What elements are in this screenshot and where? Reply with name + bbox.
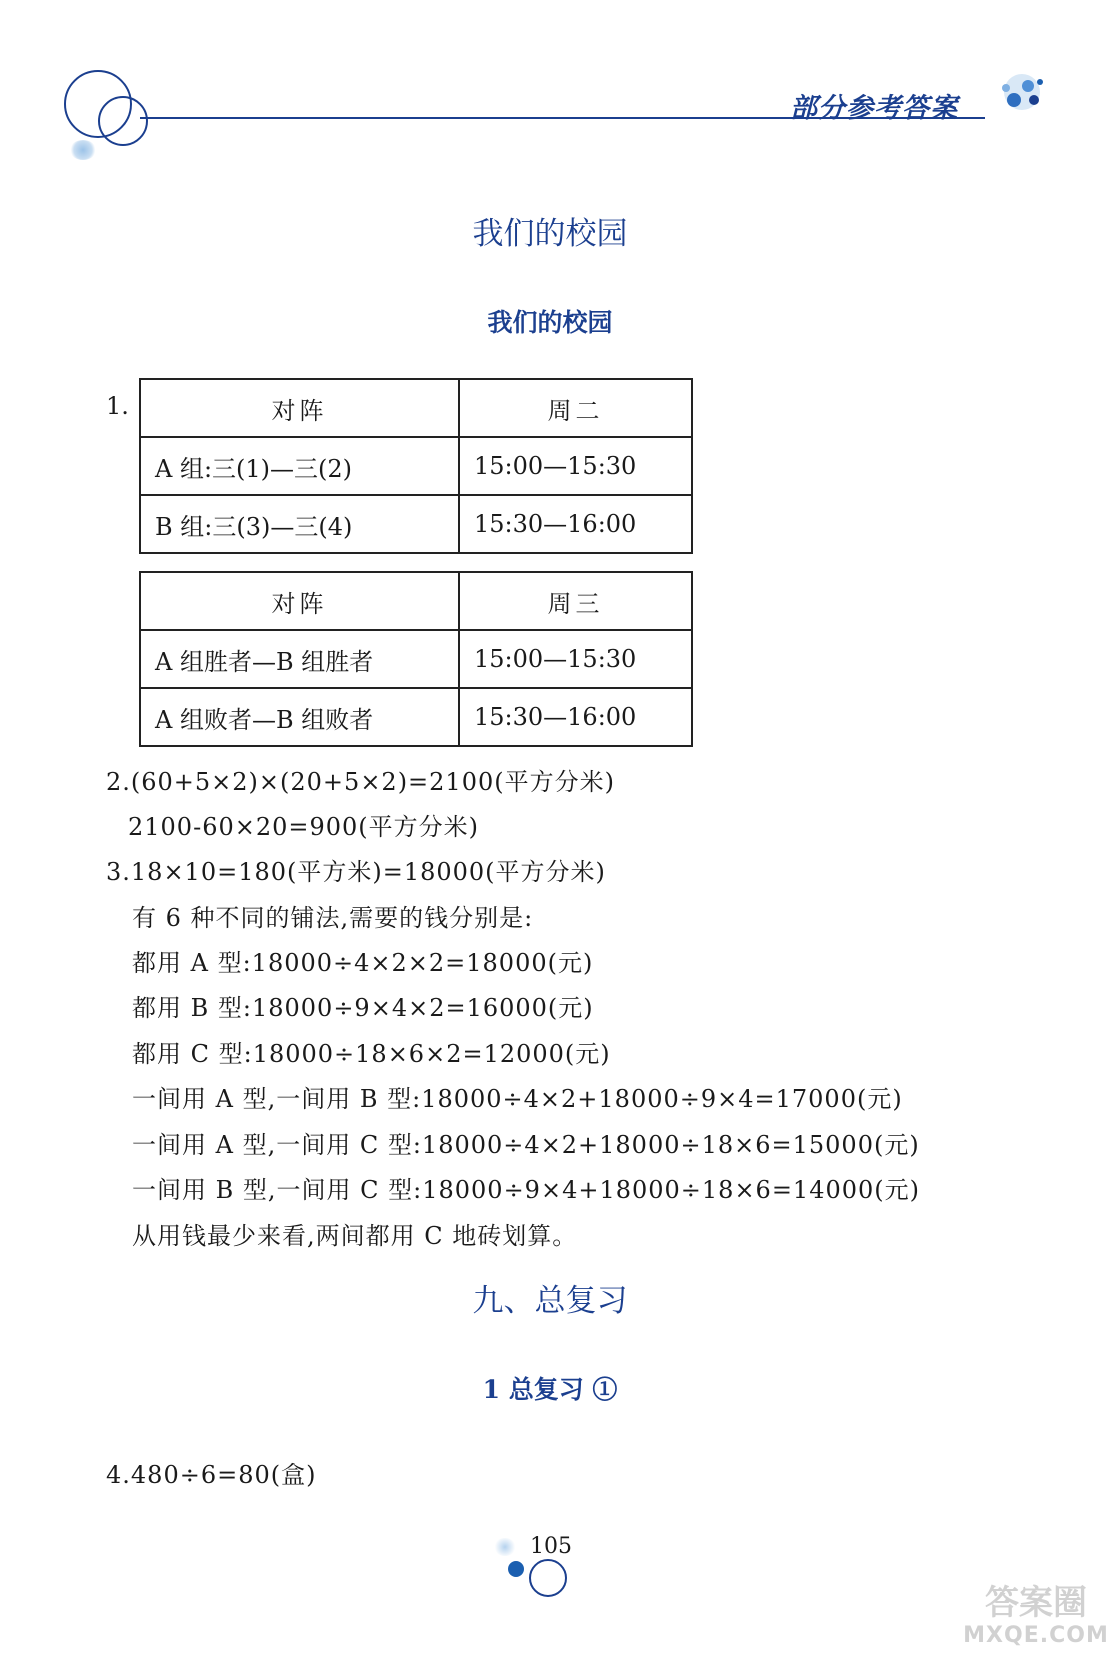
section-subtitle: 1 总复习 ①	[482, 1375, 618, 1404]
header-title: 部分参考答案	[790, 93, 958, 124]
page-header	[0, 0, 1120, 170]
page-number: 105	[530, 1534, 572, 1559]
table-cell: 15:30—16:00	[459, 495, 692, 553]
table-cell: 15:30—16:00	[459, 688, 692, 746]
table-header-row	[140, 379, 692, 437]
table-cell: A 组败者—B 组败者	[140, 688, 459, 746]
answer-line: 2.(60+5×2)×(20+5×2)=2100(平方分米)	[106, 768, 615, 796]
watermark-logo-text: 答案圈	[985, 1583, 1087, 1623]
table-row	[140, 437, 692, 495]
answer-line: 3.18×10=180(平方米)=18000(平方分米)	[106, 858, 606, 886]
answer-line: 从用钱最少来看,两间都用 C 地砖划算。	[132, 1222, 578, 1250]
table-row	[140, 688, 692, 746]
decor-circle-icon	[98, 96, 148, 146]
table-row	[140, 630, 692, 688]
table-header-row	[140, 572, 692, 630]
answer-line: 都用 C 型:18000÷18×6×2=12000(元)	[132, 1040, 611, 1068]
watermark	[960, 1575, 1112, 1657]
decor-circle-icon	[529, 1559, 567, 1597]
section-title: 九、总复习	[472, 1283, 628, 1319]
answer-line: 一间用 B 型,一间用 C 型:18000÷9×4+18000÷18×6=14000(元)	[132, 1176, 921, 1204]
table-cell: 15:00—15:30	[459, 437, 692, 495]
schedule-table-wednesday	[139, 571, 693, 747]
table-cell: A 组:三(1)—三(2)	[140, 437, 459, 495]
watermark-url: MXQE.COM	[963, 1623, 1109, 1648]
table-header-cell: 周三	[459, 572, 692, 630]
table-cell: 15:00—15:30	[459, 630, 692, 688]
decor-dot-icon	[508, 1561, 524, 1577]
answer-line: 都用 B 型:18000÷9×4×2=16000(元)	[132, 994, 594, 1022]
decor-dots-icon	[494, 1538, 516, 1556]
answer-line: 有 6 种不同的铺法,需要的钱分别是:	[132, 904, 534, 932]
table-row	[140, 495, 692, 553]
table-header-cell: 对阵	[140, 379, 459, 437]
question-number: 1.	[106, 392, 129, 420]
section-title: 我们的校园	[472, 216, 628, 252]
schedule-table-tuesday	[139, 378, 693, 554]
flower-icon	[992, 70, 1048, 118]
answer-line: 2100-60×20=900(平方分米)	[128, 813, 480, 841]
table-header-cell: 周二	[459, 379, 692, 437]
table-cell: A 组胜者—B 组胜者	[140, 630, 459, 688]
decor-dots-icon	[70, 140, 96, 160]
table-cell: B 组:三(3)—三(4)	[140, 495, 459, 553]
answer-line: 一间用 A 型,一间用 C 型:18000÷4×2+18000÷18×6=15000(元)	[132, 1131, 920, 1159]
answer-line: 4.480÷6=80(盒)	[106, 1461, 317, 1489]
answer-line: 一间用 A 型,一间用 B 型:18000÷4×2+18000÷9×4=17000(元)	[132, 1085, 903, 1113]
answer-line: 都用 A 型:18000÷4×2×2=18000(元)	[132, 949, 594, 977]
table-header-cell: 对阵	[140, 572, 459, 630]
section-subtitle: 我们的校园	[487, 308, 613, 337]
